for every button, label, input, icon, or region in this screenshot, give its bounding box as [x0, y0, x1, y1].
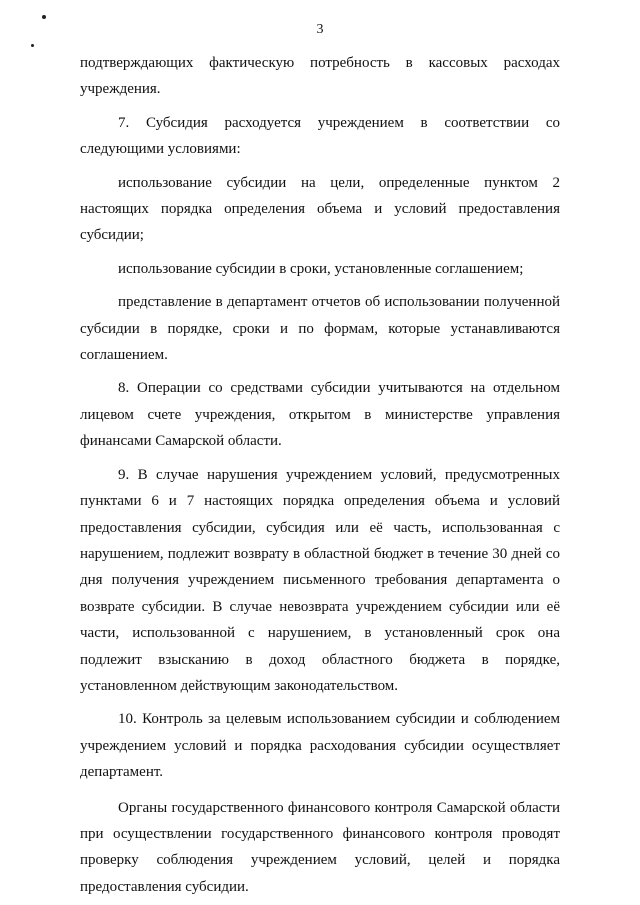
- paragraph-item-9: 9. В случае нарушения учреждением условий, предусмотренных пунктами 6 и 7 настоящих порядка определения объема и условий предоставления субсидии, субсидия или её часть, использованная с нарушением, подлежит возврату в областной бюджет в течение 30 дней со дня получения учреждением письменного требования департамента о возврате субсидии. В случае невозврата учреждением субсидии или её части, использованной с нарушением, в установленный срок она подлежит взысканию в доход областного бюджета в порядке, установленном действующим законодательством.: [80, 466, 560, 694]
- paragraph-financial-control: Органы государственного финансового контроля Самарской области при осуществлении государственного финансового контроля проводят проверку соблюдения учреждением условий, целей и порядка предоставления субсидии.: [80, 799, 560, 895]
- paragraph-condition-deadlines: использование субсидии в сроки, установленные соглашением;: [118, 260, 524, 277]
- paragraph-condition-reports: представление в департамент отчетов об использовании полученной субсидии в порядке, сроки и по формам, которые устанавливаются соглашением.: [80, 294, 560, 364]
- page-number: 3: [316, 22, 324, 37]
- paragraph-condition-purpose: использование субсидии на цели, определенные пунктом 2 настоящих порядка определения объема и условий предоставления субсидии;: [80, 174, 560, 244]
- scan-speck: [31, 44, 34, 47]
- paragraph-item-7: 7. Субсидия расходуется учреждением в соответствии со следующими условиями:: [80, 114, 560, 158]
- paragraph-continuation: подтверждающих фактическую потребность в кассовых расходах учреждения.: [80, 55, 560, 98]
- paragraph-item-8: 8. Операции со средствами субсидии учитываются на отдельном лицевом счете учреждения, открытом в министерстве управления финансами Самарской области.: [80, 380, 560, 450]
- document-body: [80, 50, 560, 900]
- paragraph-item-10: 10. Контроль за целевым использованием субсидии и соблюдением учреждением условий и порядка расходования субсидии осуществляет департамент.: [80, 711, 560, 781]
- scan-speck: [42, 15, 46, 19]
